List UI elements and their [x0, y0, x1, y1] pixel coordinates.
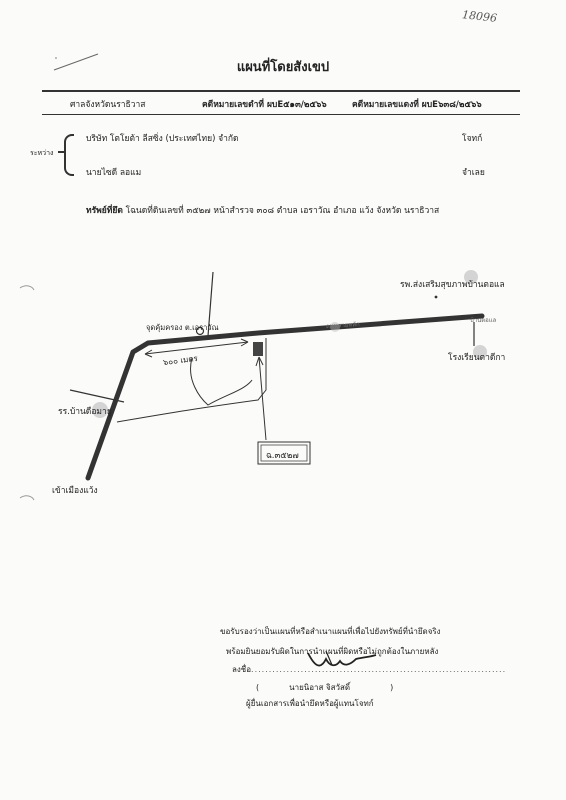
loop-road-inner: [191, 358, 252, 405]
signature-line: ลงชื่อ........................................................................: [232, 665, 507, 674]
handwritten-signature: [300, 645, 380, 677]
court-name: ศาลจังหวัดนราธิวาส: [70, 100, 146, 110]
school-left-label: รร.บ้านดือมายู: [58, 407, 112, 417]
property-marker: [253, 342, 263, 356]
plaintiff-name: บริษัท โตโยต้า ลีสซิ่ง (ประเทศไทย) จำกัด: [86, 134, 239, 144]
signer-role: ผู้ยื่นเอกสารเพื่อนำยึดหรือผู้แทนโจทก์: [246, 699, 374, 708]
distance-label: ๖๐๐ เมตร: [162, 353, 199, 368]
parcel-label: ฉ.๓๕๒๗: [266, 451, 299, 461]
between-label: ระหว่าง: [30, 149, 54, 157]
school-right-label: โรงเรียนตาดีกา: [448, 353, 506, 363]
defendant-role: จำเลย: [462, 168, 485, 178]
property-description: โฉนดที่ดินเลขที่ ๓๕๒๗ หน้าสำรวจ ๓๐๘ ตำบล เอราวัณ อำเภอ แว้ง จังหวัด นราธิวาส: [125, 206, 440, 216]
red-case-number: คดีหมายเลขแดงที่ ผบE๖๓๘/๒๕๖๖: [352, 100, 482, 110]
black-case-number: คดีหมายเลขดำที่ ผบE๕๑๓/๒๕๖๖: [202, 100, 327, 110]
signature-label: ลงชื่อ: [232, 665, 252, 674]
property-label: ทรัพย์ที่ยึด: [86, 206, 123, 216]
certification-line-1: ขอรับรองว่าเป็นแผนที่หรือสำเนาแผนที่เพื่อไปยังทรัพย์ที่นำยึดจริง: [220, 627, 441, 636]
hospital-icon: [435, 296, 438, 299]
defendant-name: นายไซดี ลอแม: [86, 168, 142, 178]
to-town-label: เข้าเมืองแว้ง: [52, 486, 98, 496]
certification-line-2: พร้อมยินยอมรับผิดในการนำแผนที่ผิดหรือไม่ถูกต้องในภายหลัง: [226, 647, 439, 656]
paren-open: (: [256, 683, 260, 692]
page-title: แผนที่โดยสังเขป: [236, 60, 330, 75]
village-sign-label: บ้านตอแล: [470, 317, 497, 324]
handwritten-page-number: 18096: [461, 8, 498, 25]
parcel-pointer: [259, 357, 266, 440]
name-line: [256, 681, 393, 694]
plaintiff-role: โจทก์: [462, 134, 483, 144]
paren-close: ): [390, 683, 394, 692]
checkpoint-label: จุดคุ้มครอง ต.เอราวัณ: [146, 323, 219, 332]
scan-marks: [18, 280, 38, 520]
road-label: ถนนสายหลัก: [325, 320, 360, 331]
signer-name: นายนิอาส จิสวัสดิ์: [289, 683, 351, 692]
hospital-label: รพ.ส่งเสริมสุขภาพบ้านตอแล: [400, 280, 505, 290]
